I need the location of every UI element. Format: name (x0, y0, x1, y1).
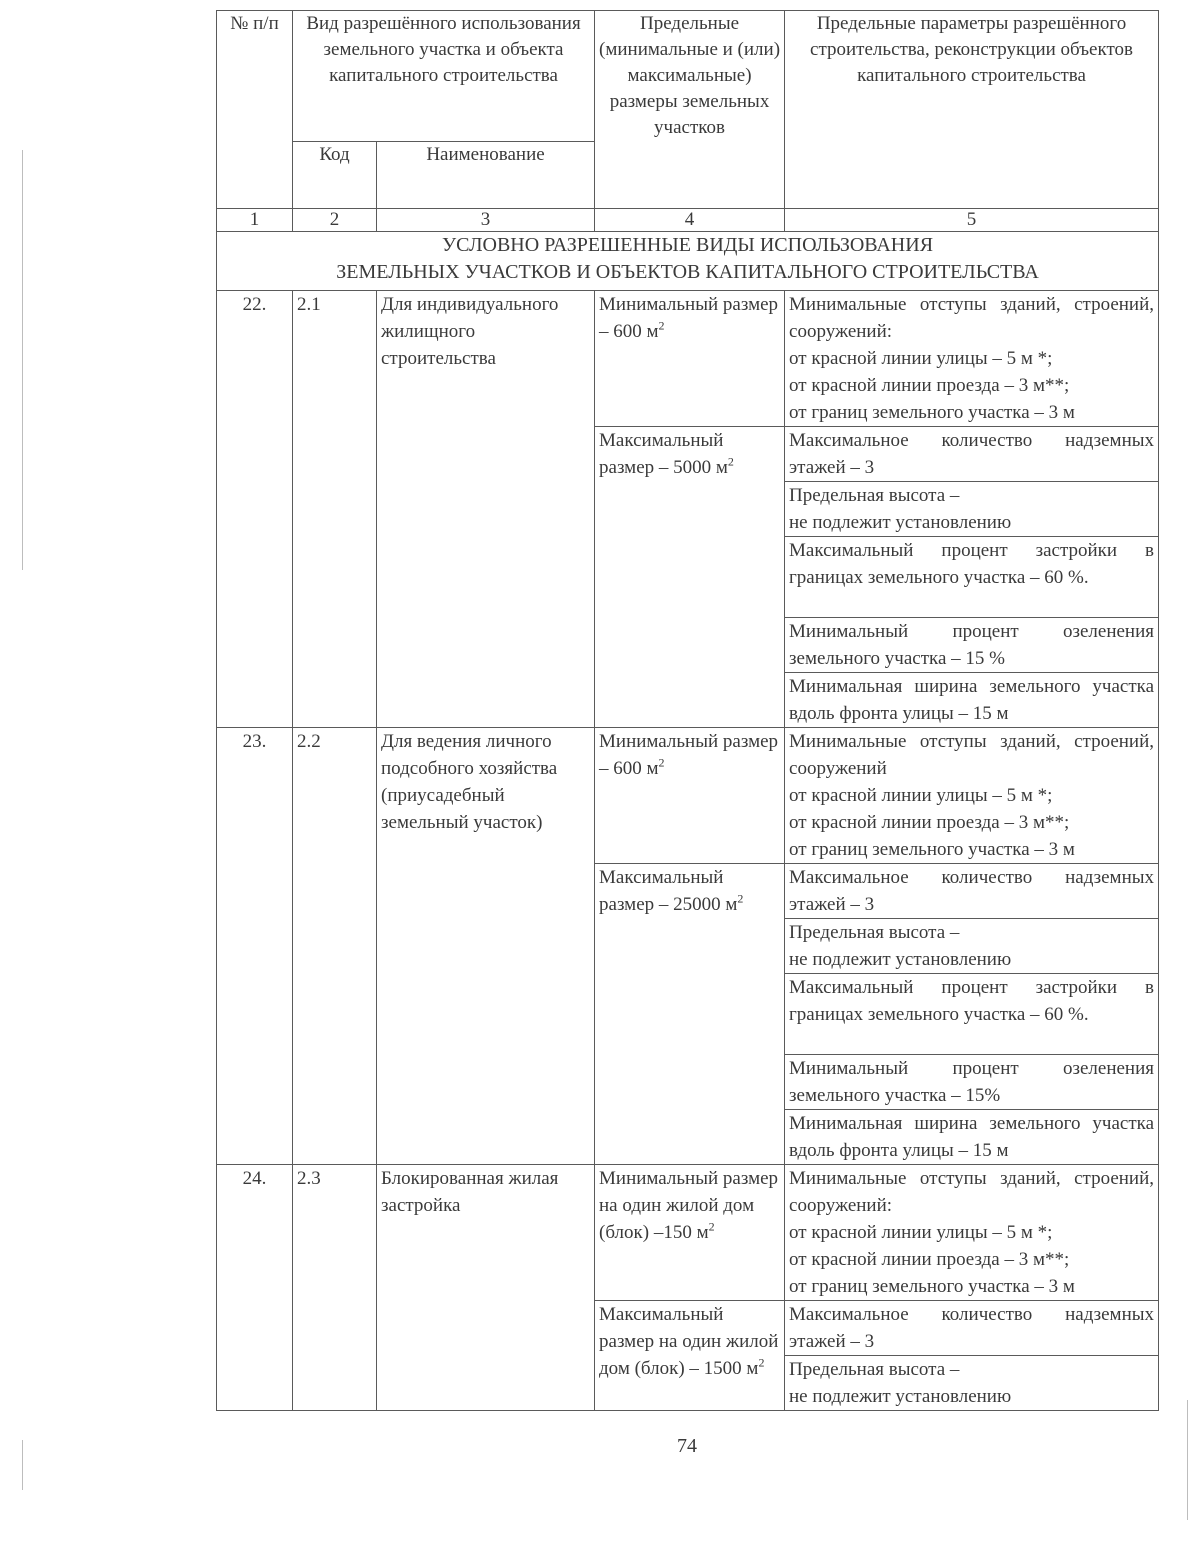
column-number: 5 (785, 209, 1159, 232)
row-code: 2.2 (293, 728, 377, 1165)
floors-cell: Максимальное количество надземных этажей – 3 (785, 864, 1159, 919)
floors-cell: Максимальное количество надземных этажей – 3 (785, 1301, 1159, 1356)
row-number: 23. (217, 728, 293, 1165)
header-name: Наименование (377, 142, 595, 209)
build-percent-cell: Максимальный процент застройки в границах земельного участка – 60 %. (785, 974, 1159, 1055)
section-title-row (217, 232, 1159, 291)
indents-title: Минимальные отступы зданий, строений, сооружений: (789, 1168, 1155, 1216)
row-name: Для ведения личного подсобного хозяйства (приусадебный земельный участок) (377, 728, 595, 1165)
indents-title: Минимальные отступы зданий, строений, сооружений (789, 731, 1155, 779)
min-size-text: Минимальный размер на один жилой дом (блок) –150 м (599, 1168, 779, 1243)
max-size-cell (595, 1301, 785, 1411)
header-num: № п/п (217, 11, 293, 209)
indent-street: от красной линии улицы – 5 м *; (789, 785, 1053, 806)
max-size-text: Максимальный размер – 25000 м (599, 867, 738, 915)
table-row (217, 1165, 1159, 1301)
scan-edge-left-lower (22, 1440, 23, 1490)
column-number: 1 (217, 209, 293, 232)
page-number: 74 (677, 1435, 697, 1457)
green-percent-cell: Минимальный процент озеленения земельного участка – 15 % (785, 618, 1159, 673)
section-title-line-1: УСЛОВНО РАЗРЕШЕННЫЕ ВИДЫ ИСПОЛЬЗОВАНИЯ (441, 234, 934, 256)
height-title: Предельная высота – (789, 922, 960, 943)
indents-cell (785, 1165, 1159, 1301)
column-number: 3 (377, 209, 595, 232)
height-cell (785, 1356, 1159, 1411)
height-value: не подлежит установлению (789, 1386, 1012, 1407)
height-title: Предельная высота – (789, 1359, 960, 1380)
header-row-1 (217, 11, 1159, 142)
unit-superscript: 2 (727, 454, 734, 469)
build-percent-cell: Максимальный процент застройки в границах земельного участка – 60 %. (785, 537, 1159, 618)
indents-title: Минимальные отступы зданий, строений, сооружений: (789, 294, 1155, 342)
header-type-group: Вид разрешённого использования земельного участка и объекта капитального строительства (293, 11, 595, 142)
height-cell (785, 482, 1159, 537)
row-code: 2.3 (293, 1165, 377, 1411)
row-code: 2.1 (293, 291, 377, 728)
unit-superscript: 2 (758, 1355, 765, 1370)
height-title: Предельная высота – (789, 485, 960, 506)
indents-cell (785, 728, 1159, 864)
unit-superscript: 2 (658, 755, 665, 770)
indent-border: от границ земельного участка – 3 м (789, 839, 1075, 860)
height-value: не подлежит установлению (789, 949, 1012, 970)
row-name: Для индивидуального жилищного строительства (377, 291, 595, 728)
height-value: не подлежит установлению (789, 512, 1012, 533)
indents-cell (785, 291, 1159, 427)
indent-border: от границ земельного участка – 3 м (789, 1276, 1075, 1297)
frontage-width-cell: Минимальная ширина земельного участка вдоль фронта улицы – 15 м (785, 1110, 1159, 1165)
green-percent-cell: Минимальный процент озеленения земельного участка – 15% (785, 1055, 1159, 1110)
table-row (217, 728, 1159, 864)
indent-passage: от красной линии проезда – 3 м**; (789, 1249, 1070, 1270)
min-size-text: Минимальный размер – 600 м (599, 294, 779, 342)
scan-edge-right (1187, 1400, 1188, 1520)
unit-superscript: 2 (658, 318, 665, 333)
min-size-cell (595, 1165, 785, 1301)
floors-cell: Максимальное количество надземных этажей – 3 (785, 427, 1159, 482)
section-title (217, 232, 1159, 291)
document-page (216, 10, 1158, 1457)
max-size-cell (595, 864, 785, 1165)
max-size-text: Максимальный размер – 5000 м (599, 430, 728, 478)
row-name: Блокированная жилая застройка (377, 1165, 595, 1411)
indent-border: от границ земельного участка – 3 м (789, 402, 1075, 423)
column-numbers-row (217, 209, 1159, 232)
row-number: 22. (217, 291, 293, 728)
column-number: 2 (293, 209, 377, 232)
indent-street: от красной линии улицы – 5 м *; (789, 348, 1053, 369)
indent-street: от красной линии улицы – 5 м *; (789, 1222, 1053, 1243)
max-size-text: Максимальный размер на один жилой дом (блок) – 1500 м (599, 1304, 779, 1379)
indent-passage: от красной линии проезда – 3 м**; (789, 375, 1070, 396)
land-use-table (216, 10, 1159, 1411)
frontage-width-cell: Минимальная ширина земельного участка вдоль фронта улицы – 15 м (785, 673, 1159, 728)
column-number: 4 (595, 209, 785, 232)
min-size-cell (595, 291, 785, 427)
section-title-line-2: ЗЕМЕЛЬНЫХ УЧАСТКОВ И ОБЪЕКТОВ КАПИТАЛЬНОГО СТРОИТЕЛЬСТВА (336, 261, 1039, 283)
min-size-text: Минимальный размер – 600 м (599, 731, 779, 779)
header-params: Предельные параметры разрешённого строительства, реконструкции объектов капитального строительства (785, 11, 1159, 209)
min-size-cell (595, 728, 785, 864)
header-code: Код (293, 142, 377, 209)
row-number: 24. (217, 1165, 293, 1411)
indent-passage: от красной линии проезда – 3 м**; (789, 812, 1070, 833)
header-sizes: Предельные (минимальные и (или) максимальные) размеры земельных участков (595, 11, 785, 209)
scan-edge-left (22, 150, 23, 570)
unit-superscript: 2 (708, 1219, 715, 1234)
height-cell (785, 919, 1159, 974)
table-row (217, 291, 1159, 427)
unit-superscript: 2 (737, 891, 744, 906)
max-size-cell (595, 427, 785, 728)
